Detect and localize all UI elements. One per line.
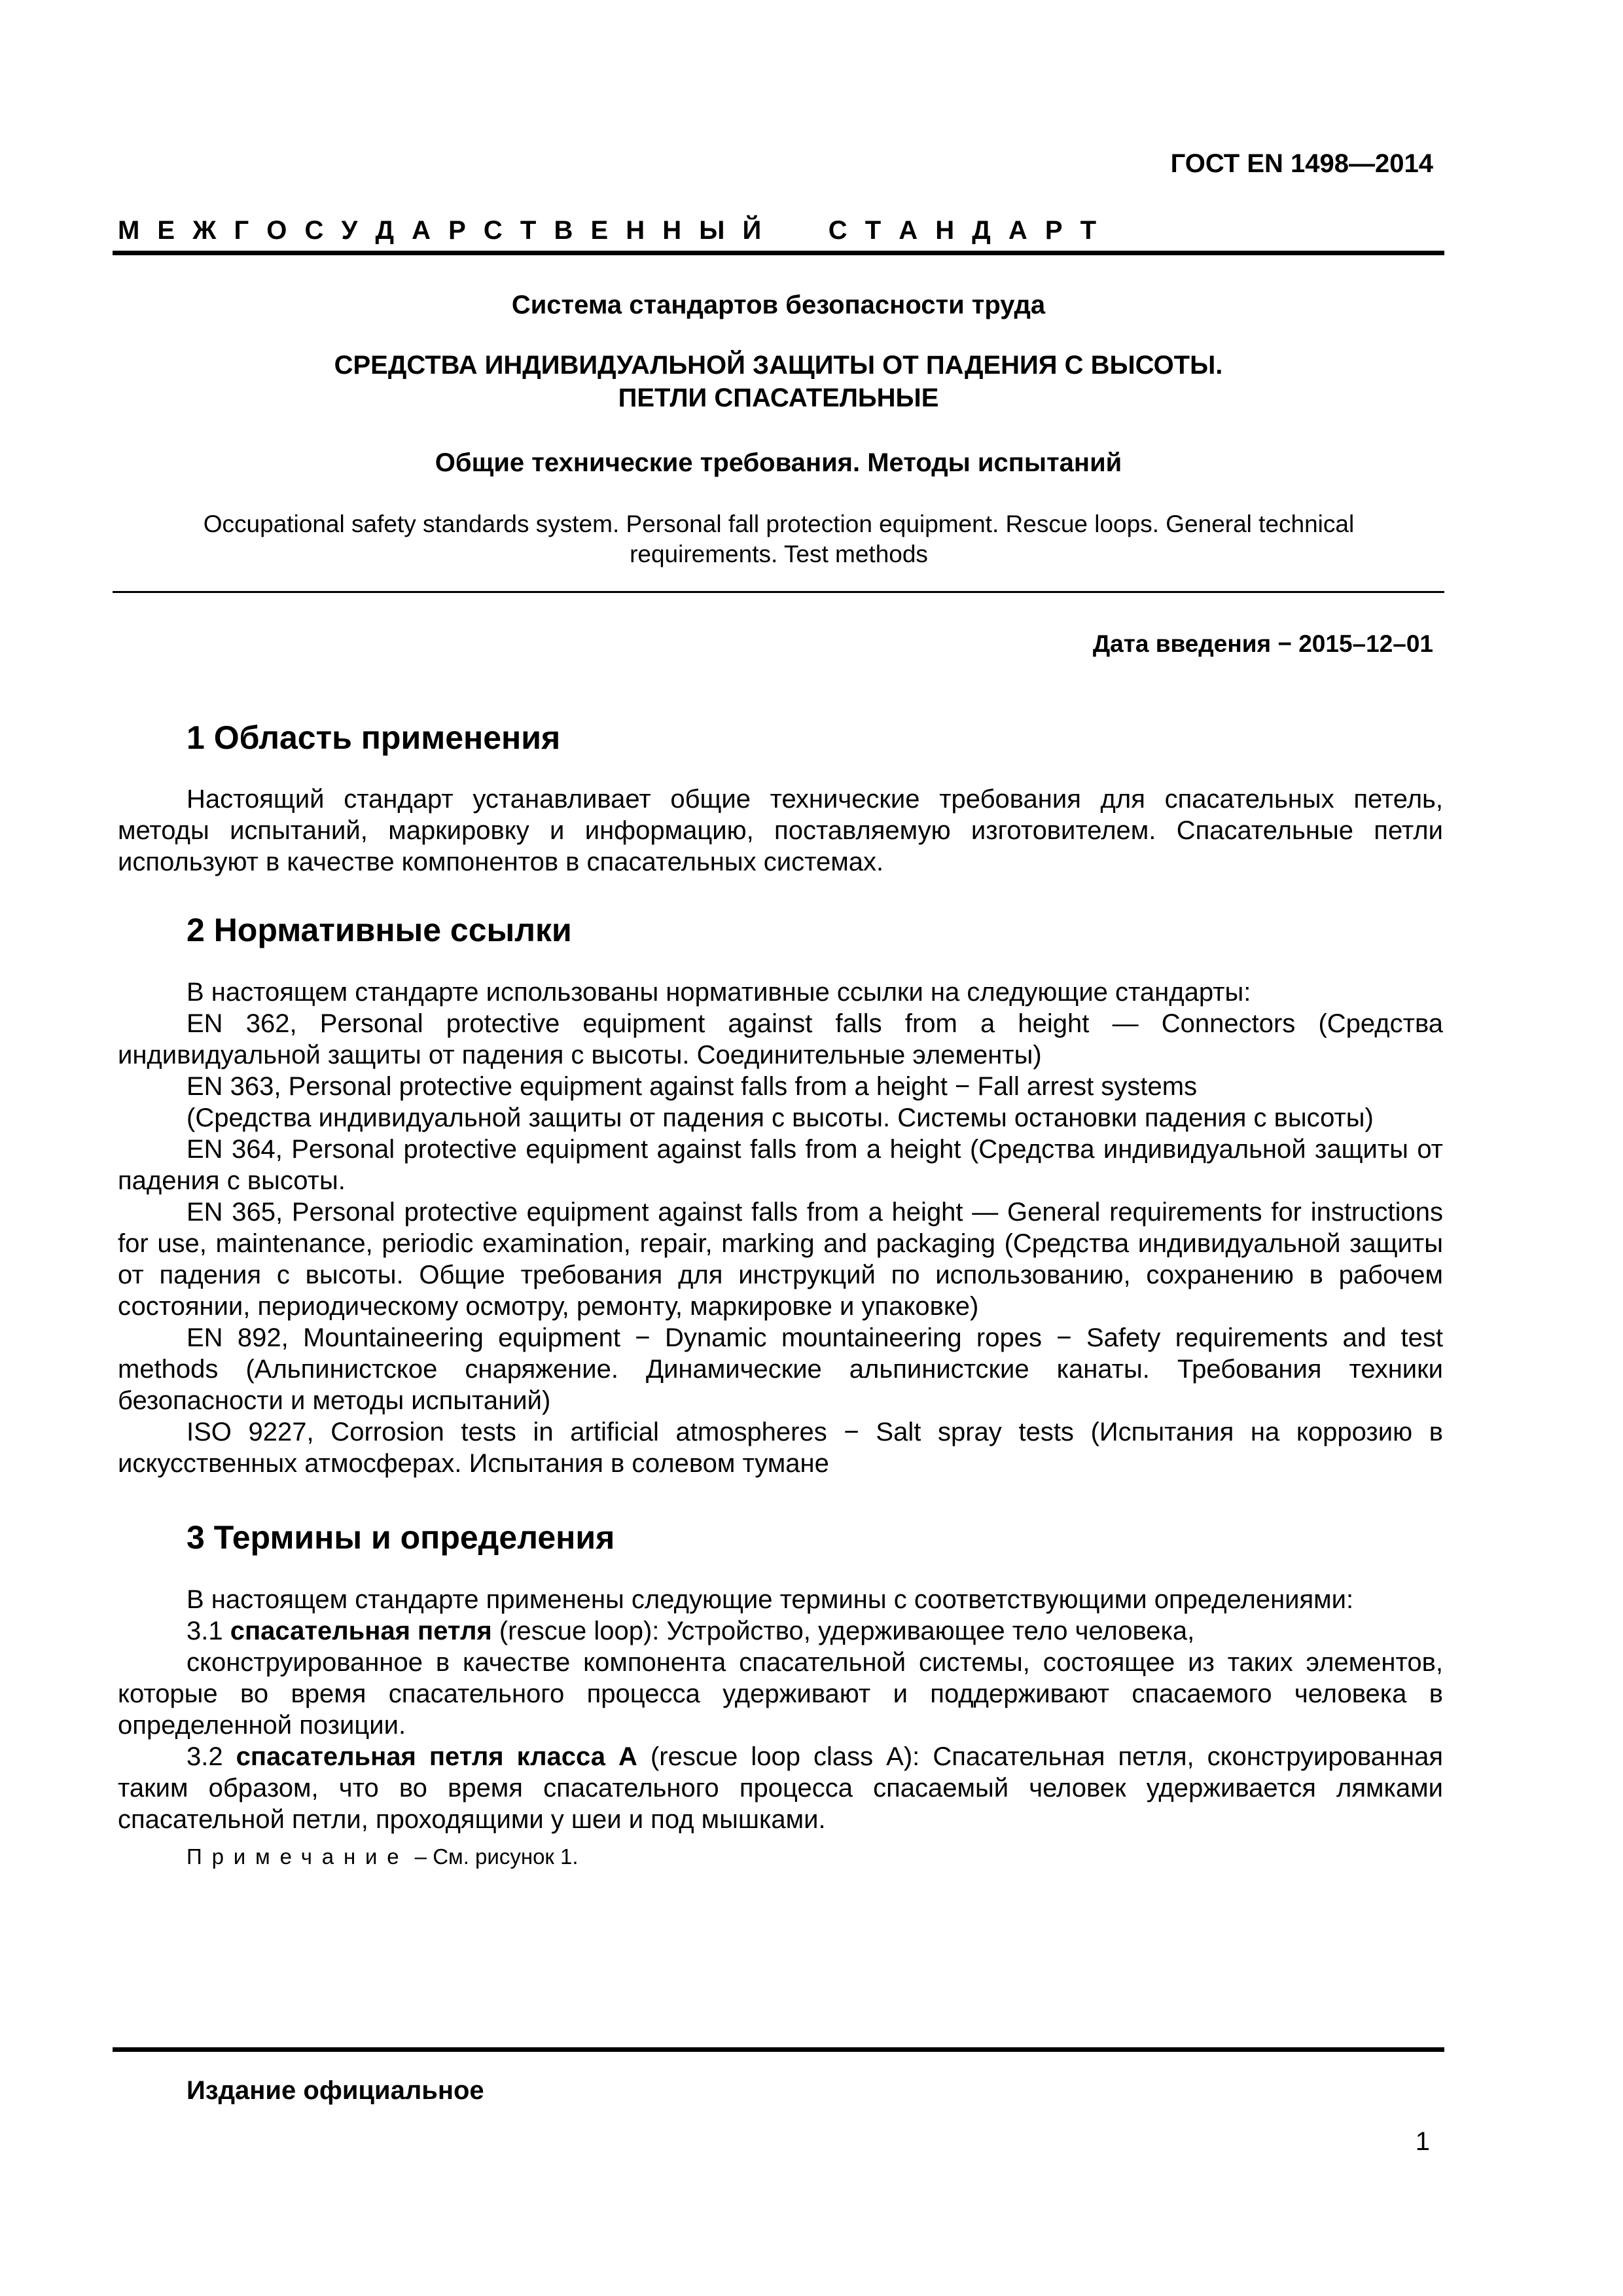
title-line-2: ПЕТЛИ СПАСАТЕЛЬНЫЕ: [618, 384, 939, 412]
term-3-1-continuation: сконструированное в качестве компонента спасательной системы, состоящее из таких элементов, которые во время спасательного процесса удерживают и поддерживают спасаемого человека в определенной позиции.: [118, 1648, 1443, 1740]
reference-en364: EN 364, Personal protective equipment against falls from a height (Средства индивидуальной защиты от падения с высоты.: [118, 1135, 1443, 1195]
term-3-1: [118, 1615, 1443, 1647]
section-2-heading: 2 Нормативные ссылки: [187, 912, 572, 948]
header-rule: [113, 251, 1444, 255]
term-3-2-term: спасательная петля класса А: [236, 1742, 637, 1771]
reference-en365: EN 365, Personal protective equipment against falls from a height — General requirements for instructions for use, maintenance, periodic examination, repair, marking and packaging (Средства индивидуальной защиты от падения с высоты. Общие требования для инструкций по использованию, сохранению в рабочем состоянии, периодическому осмотру, ремонту, маркировке и упаковке): [118, 1198, 1443, 1321]
note: [187, 1844, 579, 1869]
section-1-paragraph: Настоящий стандарт устанавливает общие технические требования для спасательных петель, методы испытаний, маркировку и информацию, поставляемую изготовителем. Спасательные петли используют в качестве компонентов в спасательных системах.: [118, 785, 1443, 876]
term-3-1-number: 3.1: [187, 1617, 230, 1645]
reference-en363: EN 363, Personal protective equipment against falls from a height − Fall arrest systems: [187, 1072, 1198, 1101]
interstate-standard-label: М Е Ж Г О С У Д А Р С Т В Е Н Н Ы Й С Т А Н Д А Р Т: [118, 216, 1098, 245]
introduction-date: Дата введения − 2015–12–01: [1092, 630, 1433, 657]
term-3-2-definition: (rescue loop class А): Спасательная петля, сконструированная таким образом, что во время спасательного процесса спасаемый человек удерживается лямками спасательной петли, проходящими у шеи и под мышками.: [118, 1742, 1444, 1834]
term-3-1-term: спасательная петля: [230, 1617, 492, 1645]
section-1-body: [118, 783, 1443, 878]
section-3-heading: 3 Термины и определения: [187, 1519, 615, 1556]
title-rule: [113, 591, 1444, 593]
term-3-2: [118, 1741, 1443, 1835]
section-3-intro: В настоящем стандарте применены следующие термины с соответствующими определениями:: [187, 1585, 1354, 1614]
term-3-2-number: 3.2: [187, 1742, 236, 1771]
section-2-body: [118, 977, 1443, 1479]
document-title: [113, 349, 1444, 414]
english-title: Occupational safety standards system. Personal fall protection equipment. Rescue loops. General technical requirements. Test methods: [203, 511, 1355, 567]
document-subtitle: Общие технические требования. Методы испытаний: [435, 448, 1122, 477]
section-3-body: [118, 1584, 1443, 1835]
footer-rule: [113, 2047, 1444, 2052]
reference-en892: EN 892, Mountaineering equipment − Dynamic mountaineering ropes − Safety requirements and test methods (Альпинистское снаряжение. Динамические альпинистские канаты. Требования техники безопасности и методы испытаний): [118, 1323, 1443, 1415]
title-line-1: СРЕДСТВА ИНДИВИДУАЛЬНОЙ ЗАЩИТЫ ОТ ПАДЕНИЯ С ВЫСОТЫ.: [334, 351, 1223, 380]
standard-series: Система стандартов безопасности труда: [511, 291, 1046, 319]
section-1-heading: 1 Область применения: [187, 719, 561, 756]
official-edition-label: Издание официальное: [187, 2076, 484, 2105]
note-text: – См. рисунок 1.: [408, 1844, 579, 1869]
document-number: ГОСТ EN 1498—2014: [1170, 149, 1433, 178]
note-label: Примечание: [187, 1844, 409, 1869]
reference-en363-translation: (Средства индивидуальной защиты от падения с высоты. Системы остановки падения с высоты): [187, 1103, 1374, 1132]
section-2-intro: В настоящем стандарте использованы нормативные ссылки на следующие стандарты:: [187, 978, 1251, 1007]
term-3-1-definition: (rescue loop): Устройство, удерживающее тело человека,: [491, 1617, 1195, 1645]
reference-iso9227: ISO 9227, Corrosion tests in artificial atmospheres − Salt spray tests (Испытания на коррозию в искусственных атмосферах. Испытания в солевом тумане: [118, 1418, 1443, 1478]
reference-en362: EN 362, Personal protective equipment against falls from a height — Connectors (Средства индивидуальной защиты от падения с высоты. Соединительные элементы): [118, 1009, 1443, 1069]
page-number: 1: [1415, 2127, 1430, 2156]
